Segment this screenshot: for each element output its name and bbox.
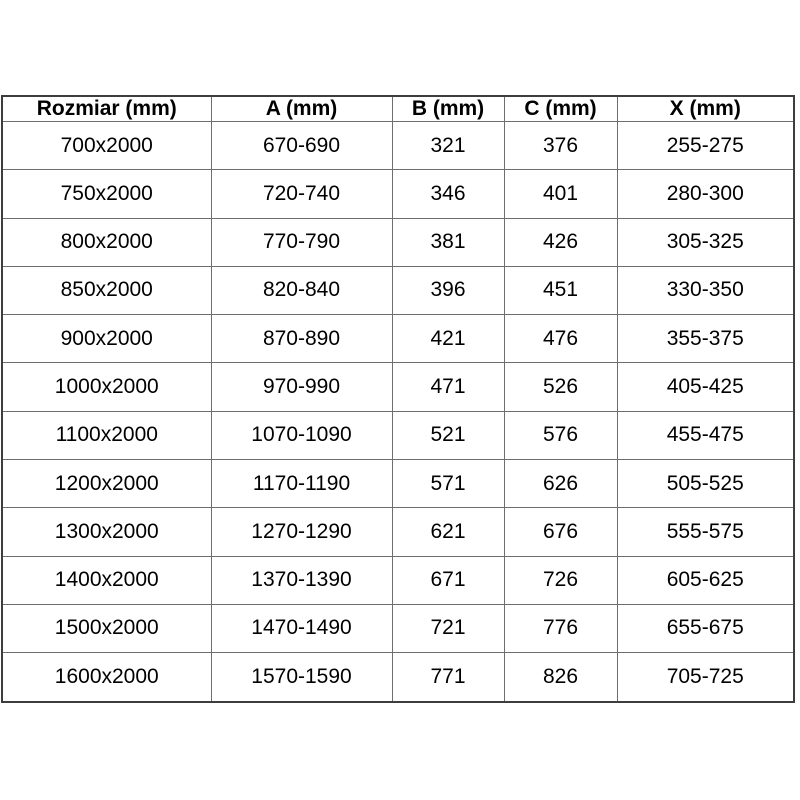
table-cell: 1570-1590	[211, 653, 392, 702]
table-cell: 605-625	[617, 556, 794, 604]
table-cell: 355-375	[617, 315, 794, 363]
table-cell: 826	[504, 653, 617, 702]
table-cell: 770-790	[211, 218, 392, 266]
table-row	[2, 363, 794, 411]
table-cell: 255-275	[617, 122, 794, 170]
table-cell: 321	[392, 122, 504, 170]
table-cell: 970-990	[211, 363, 392, 411]
table-cell: 1070-1090	[211, 411, 392, 459]
size-dimensions-table	[1, 95, 795, 703]
table-row	[2, 459, 794, 507]
table-cell: 1400x2000	[2, 556, 211, 604]
header-row	[2, 96, 794, 122]
table-cell: 451	[504, 266, 617, 314]
table-cell: 705-725	[617, 653, 794, 702]
table-cell: 576	[504, 411, 617, 459]
column-header-c: C (mm)	[504, 96, 617, 122]
table-row	[2, 266, 794, 314]
table-cell: 700x2000	[2, 122, 211, 170]
table-row	[2, 315, 794, 363]
table-body	[2, 122, 794, 703]
table-cell: 521	[392, 411, 504, 459]
column-header-x: X (mm)	[617, 96, 794, 122]
table-cell: 280-300	[617, 170, 794, 218]
table-cell: 381	[392, 218, 504, 266]
table-cell: 471	[392, 363, 504, 411]
table-cell: 421	[392, 315, 504, 363]
table-cell: 900x2000	[2, 315, 211, 363]
table-cell: 455-475	[617, 411, 794, 459]
table-cell: 1300x2000	[2, 508, 211, 556]
table-cell: 670-690	[211, 122, 392, 170]
column-header-rozmiar: Rozmiar (mm)	[2, 96, 211, 122]
table-cell: 626	[504, 459, 617, 507]
table-row	[2, 218, 794, 266]
table-cell: 771	[392, 653, 504, 702]
table-cell: 726	[504, 556, 617, 604]
table-cell: 401	[504, 170, 617, 218]
column-header-a: A (mm)	[211, 96, 392, 122]
table-row	[2, 508, 794, 556]
table-cell: 721	[392, 604, 504, 652]
table-cell: 346	[392, 170, 504, 218]
table-cell: 720-740	[211, 170, 392, 218]
table-cell: 1170-1190	[211, 459, 392, 507]
table-cell: 405-425	[617, 363, 794, 411]
table-row	[2, 604, 794, 652]
table-cell: 505-525	[617, 459, 794, 507]
table-cell: 676	[504, 508, 617, 556]
table-cell: 655-675	[617, 604, 794, 652]
column-header-b: B (mm)	[392, 96, 504, 122]
table-cell: 1200x2000	[2, 459, 211, 507]
table-cell: 1000x2000	[2, 363, 211, 411]
table-cell: 1500x2000	[2, 604, 211, 652]
table-cell: 426	[504, 218, 617, 266]
table-cell: 820-840	[211, 266, 392, 314]
table-row	[2, 556, 794, 604]
table-cell: 621	[392, 508, 504, 556]
table-row	[2, 411, 794, 459]
table-cell: 776	[504, 604, 617, 652]
table-cell: 571	[392, 459, 504, 507]
table-row	[2, 653, 794, 702]
table-cell: 750x2000	[2, 170, 211, 218]
table-cell: 330-350	[617, 266, 794, 314]
table-cell: 305-325	[617, 218, 794, 266]
table-cell: 1270-1290	[211, 508, 392, 556]
table-cell: 376	[504, 122, 617, 170]
table-cell: 1100x2000	[2, 411, 211, 459]
table-cell: 850x2000	[2, 266, 211, 314]
table-cell: 800x2000	[2, 218, 211, 266]
table-cell: 476	[504, 315, 617, 363]
table-cell: 555-575	[617, 508, 794, 556]
table-cell: 1370-1390	[211, 556, 392, 604]
table-row	[2, 122, 794, 170]
table-cell: 526	[504, 363, 617, 411]
table-row	[2, 170, 794, 218]
table-cell: 1470-1490	[211, 604, 392, 652]
table-cell: 1600x2000	[2, 653, 211, 702]
table-header	[2, 96, 794, 122]
table-cell: 870-890	[211, 315, 392, 363]
table-cell: 396	[392, 266, 504, 314]
table-cell: 671	[392, 556, 504, 604]
